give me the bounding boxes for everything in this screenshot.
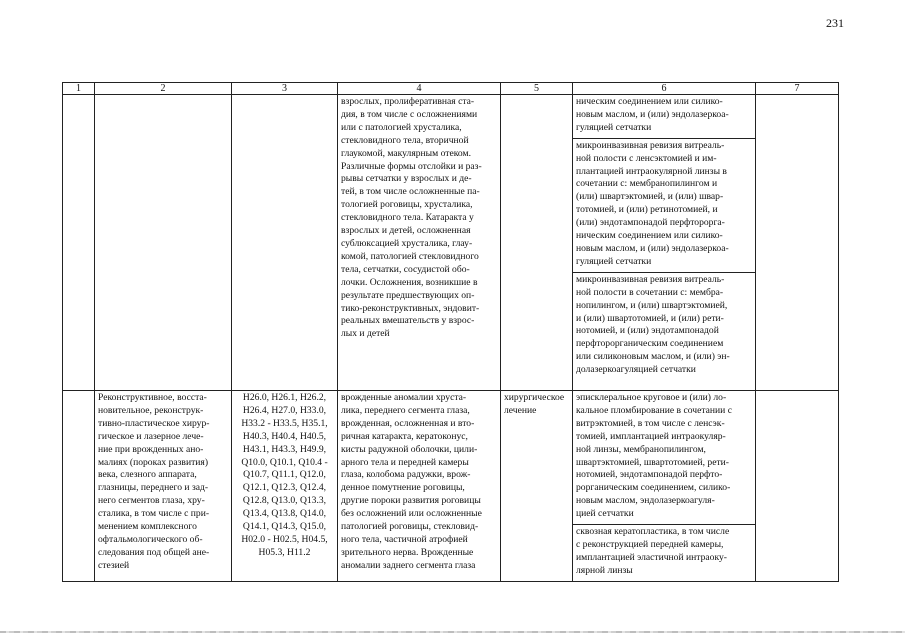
table-row: [63, 391, 839, 582]
column-number: 1: [63, 83, 95, 95]
column-number: 4: [338, 83, 501, 95]
treatment-method: сквозная кератопластика, в том числе с реконструкцией передней камеры, имплантацией эластичной интраоку- лярной линзы: [576, 526, 730, 576]
empty-cell: [501, 95, 573, 391]
treatment-method: микроинвазивная ревизия витреаль- ной полости с ленсэктомией и им- плантацией интраокулярной линзы в сочетании с: мембранопилингом и (или) швартэктомией, и (или) швар- тотомией, и (или) ретинотомией, и (или) эндотампонадой перфторорга- ническим соединением или силико- новым маслом, и (или) эндолазеркоа- гуляцией сетчатки: [573, 139, 755, 273]
empty-cell: [95, 95, 232, 391]
empty-cell: [756, 95, 839, 391]
column-number: 7: [756, 83, 839, 95]
column-number: 5: [501, 83, 573, 95]
treatment-type-cell: хирургическое лечение: [501, 391, 573, 582]
icd-codes-cell: H26.0, H26.1, H26.2, H26.4, H27.0, H33.0, H33.2 - H33.5, H35.1, H40.3, H40.4, H40.5, H43.1, H43.3, H49.9, Q10.0, Q10.1, Q10.4 - Q10.7, Q11.1, Q12.0, Q12.1, Q12.3, Q12.4, Q12.8, Q13.0, Q13.3, Q13.4, Q13.8, Q14.0, Q14.1, Q14.3, Q15.0, H02.0 - H02.5, H04.5, H05.3, H11.2: [232, 391, 338, 582]
diagnosis-cell: взрослых, пролиферативная ста- дия, в том числе с осложнениями или с патологией хрусталика, стекловидного тела, вторичной глаукомой, макулярным отеком. Различные формы отслойки и раз- рывы сетчатки у взрослых и де- тей, в том числе осложненные па- тологией роговицы, хрусталика, стекловидного тела. Катаракта у взрослых и детей, осложненная сублюксацией хрусталика, глау- комой, патологией стекловидного тела, сетчатки, сосудистой обо- лочки. Осложнения, возникшие в результате предшествующих оп- тико-реконструктивных, эндовит- реальных вмешательств у взрос- лых и детей: [338, 95, 501, 391]
treatment-method: ническим соединением или силико- новым маслом, и (или) эндолазеркоа- гуляцией сетчатки: [573, 95, 755, 139]
empty-cell: [232, 95, 338, 391]
table-row: [63, 95, 839, 391]
procedure-name-cell: Реконструктивное, восста- новительное, реконструк- тивно-пластическое хирур- гическое и лазерное лече- ние при врожденных ано- малиях (пороках развития) века, слезного аппарата, глазницы, переднего и зад- него сегментов глаза, хру- сталика, в том числе с при- менением комплексного офтальмологического об- следования под общей ане- стезией: [95, 391, 232, 582]
empty-cell: [63, 391, 95, 582]
document-table: [62, 82, 839, 582]
empty-cell: [756, 391, 839, 582]
scan-edge-line: [0, 631, 905, 633]
treatment-method: эписклеральное круговое и (или) ло- кальное пломбирование в сочетании с витрэктомией, в том числе с ленсэк- томией, имплантацией интраокуляр- ной линзы, мембранопилингом, швартэктомией, швартотомией, рети- нотомией, эндотампонадой перфто- рорганическим соединением, силико- новым маслом, эндолазеркоагуля- цией сетчатки: [573, 391, 755, 525]
column-number: 3: [232, 83, 338, 95]
column-number: 2: [95, 83, 232, 95]
page-number: 231: [826, 16, 844, 30]
treatment-methods-cell: [573, 391, 756, 582]
treatment-method: микроинвазивная ревизия витреаль- ной полости в сочетании с: мембра- нопилингом, и (или) швартэктомией, и (или) швартотомией, и (или) рети- нотомией, и (или) эндотампонадой перфторорганическим соединением или силиконовым маслом, и (или) эн- долазеркоагуляцией сетчатки: [576, 273, 730, 376]
empty-cell: [63, 95, 95, 391]
column-number-row: [63, 83, 839, 95]
diagnosis-cell: врожденные аномалии хруста- лика, переднего сегмента глаза, врожденная, осложненная и вто- ричная катаракта, кератоконус, кисты радужной оболочки, цили- арного тела и передней камеры глаза, колобома радужки, врож- денное помутнение роговицы, другие пороки развития роговицы без осложнений или осложненные патологией роговицы, стекловид- ного тела, частичной атрофией зрительного нерва. Врожденные аномалии заднего сегмента глаза: [338, 391, 501, 582]
column-number: 6: [573, 83, 756, 95]
treatment-methods-cell: [573, 95, 756, 391]
